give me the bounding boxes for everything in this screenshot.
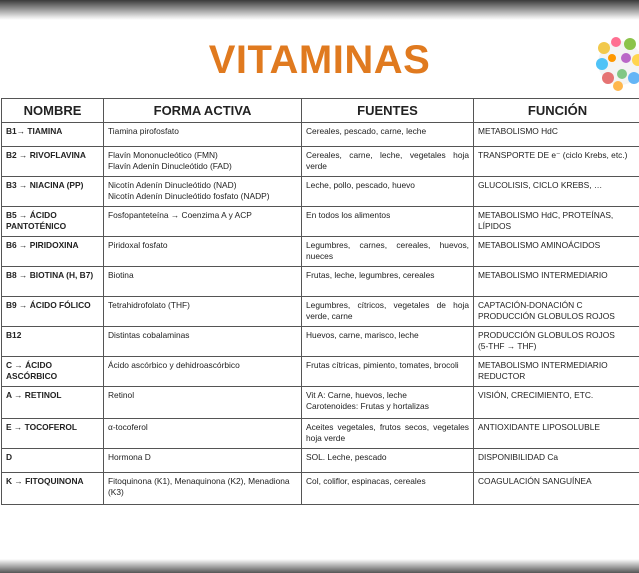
cell-nombre: D xyxy=(2,449,104,473)
cell-funcion xyxy=(474,449,639,473)
cell-funcion xyxy=(474,267,639,297)
cell-funcion xyxy=(474,207,639,237)
cell-nombre: B3 → NIACINA (PP) xyxy=(2,177,104,207)
cell-funcion-line: COAGULACIÓN SANGUÍNEA xyxy=(478,476,592,486)
cell-forma-activa-line: Flavín Mononucleótico (FMN) xyxy=(108,150,218,160)
cell-funcion-line: METABOLISMO INTERMEDIARIO xyxy=(478,360,608,370)
cell-nombre: K → FITOQUINONA xyxy=(2,473,104,505)
cell-forma-activa-line: Hormona D xyxy=(108,452,151,462)
cell-fuentes-line: Cereales, pescado, carne, leche xyxy=(306,126,427,136)
table-row xyxy=(2,387,639,419)
cell-funcion xyxy=(474,123,639,147)
cell-fuentes-line: Huevos, carne, marisco, leche xyxy=(306,330,419,340)
cell-nombre: B5 → ÁCIDO PANTOTÉNICO xyxy=(2,207,104,237)
cell-funcion-line: METABOLISMO HdC xyxy=(478,126,558,136)
cell-funcion xyxy=(474,473,639,505)
cell-forma-activa xyxy=(104,123,302,147)
cell-forma-activa xyxy=(104,357,302,387)
cell-fuentes xyxy=(302,327,474,357)
vitamins-table xyxy=(1,98,639,505)
cell-forma-activa-line: Retinol xyxy=(108,390,135,400)
cell-forma-activa xyxy=(104,177,302,207)
cell-funcion-line: METABOLISMO AMINOÁCIDOS xyxy=(478,240,601,250)
cell-funcion xyxy=(474,387,639,419)
cell-forma-activa xyxy=(104,327,302,357)
bottom-shadow xyxy=(0,559,639,573)
cell-fuentes xyxy=(302,207,474,237)
cell-funcion xyxy=(474,177,639,207)
cell-nombre: A → RETINOL xyxy=(2,387,104,419)
table-row xyxy=(2,449,639,473)
table-header-row xyxy=(2,99,639,123)
cell-funcion-line: (5-THF → THF) xyxy=(478,341,537,351)
cell-nombre: B2 → RIVOFLAVINA xyxy=(2,147,104,177)
cell-forma-activa xyxy=(104,147,302,177)
cell-funcion xyxy=(474,237,639,267)
cell-fuentes xyxy=(302,237,474,267)
cell-forma-activa xyxy=(104,387,302,419)
column-header-forma-activa: FORMA ACTIVA xyxy=(104,99,302,123)
table-row xyxy=(2,267,639,297)
cell-funcion xyxy=(474,327,639,357)
cell-forma-activa-line: Tetrahidrofolato (THF) xyxy=(108,300,190,310)
cell-forma-activa-line: Biotina xyxy=(108,270,134,280)
cell-fuentes-line: Frutas, leche, legumbres, cereales xyxy=(306,270,435,280)
cell-forma-activa-line: Fosfopanteteína → Coenzima A y ACP xyxy=(108,210,252,220)
column-header-nombre: NOMBRE xyxy=(2,99,104,123)
cell-forma-activa xyxy=(104,267,302,297)
cell-forma-activa-line: Fitoquinona (K1), Menaquinona (K2), Menadiona (K3) xyxy=(108,476,290,497)
cell-fuentes-line: Legumbres, carnes, cereales, huevos, nueces xyxy=(306,240,469,261)
page-title: VITAMINAS xyxy=(208,38,431,82)
cell-fuentes-line: Col, coliflor, espinacas, cereales xyxy=(306,476,426,486)
cell-forma-activa-line: Ácido ascórbico y dehidroascórbico xyxy=(108,360,240,370)
cell-forma-activa xyxy=(104,297,302,327)
table-row xyxy=(2,123,639,147)
cell-forma-activa-line: α-tocoferol xyxy=(108,422,148,432)
cell-fuentes-line: Frutas cítricas, pimiento, tomates, brocoli xyxy=(306,360,459,370)
cell-fuentes xyxy=(302,387,474,419)
cell-nombre: B6 → PIRIDOXINA xyxy=(2,237,104,267)
top-shadow xyxy=(0,0,639,20)
cell-funcion-line: METABOLISMO INTERMEDIARIO xyxy=(478,270,608,280)
cell-fuentes-line: Leche, pollo, pescado, huevo xyxy=(306,180,415,190)
cell-forma-activa-line: Piridoxal fosfato xyxy=(108,240,168,250)
table-row xyxy=(2,473,639,505)
cell-funcion-line: TRANSPORTE DE e⁻ (ciclo Krebs, etc.) xyxy=(478,150,628,160)
cell-fuentes xyxy=(302,123,474,147)
column-header-fuentes: FUENTES xyxy=(302,99,474,123)
cell-fuentes-line: Vit A: Carne, huevos, leche xyxy=(306,390,407,400)
cell-funcion xyxy=(474,357,639,387)
cell-forma-activa-line: Nicotín Adenín Dinucleótido (NAD) xyxy=(108,180,237,190)
cell-fuentes-line: SOL. Leche, pescado xyxy=(306,452,387,462)
cell-funcion xyxy=(474,297,639,327)
table-row xyxy=(2,177,639,207)
cell-funcion xyxy=(474,147,639,177)
table-row xyxy=(2,327,639,357)
cell-fuentes xyxy=(302,473,474,505)
cell-nombre: E → TOCOFEROL xyxy=(2,419,104,449)
cell-fuentes xyxy=(302,419,474,449)
cell-forma-activa xyxy=(104,237,302,267)
cell-forma-activa-line: Distintas cobalaminas xyxy=(108,330,190,340)
cell-fuentes-line: Carotenoides: Frutas y hortalizas xyxy=(306,401,429,411)
cell-nombre: B8 → BIOTINA (H, B7) xyxy=(2,267,104,297)
cell-fuentes-line: Aceites vegetales, frutos secos, vegetales hoja verde xyxy=(306,422,469,443)
cell-funcion-line: DISPONIBILIDAD Ca xyxy=(478,452,559,462)
cell-fuentes xyxy=(302,357,474,387)
cell-funcion-line: REDUCTOR xyxy=(478,371,526,381)
cell-funcion-line: ANTIOXIDANTE LIPOSOLUBLE xyxy=(478,422,600,432)
cell-funcion-line: VISIÓN, CRECIMIENTO, ETC. xyxy=(478,390,594,400)
table-row xyxy=(2,207,639,237)
cell-fuentes xyxy=(302,297,474,327)
table-row xyxy=(2,147,639,177)
cell-fuentes xyxy=(302,177,474,207)
cell-fuentes-line: En todos los alimentos xyxy=(306,210,391,220)
cell-forma-activa xyxy=(104,473,302,505)
cell-fuentes xyxy=(302,267,474,297)
cell-funcion-line: GLUCOLISIS, CICLO KREBS, … xyxy=(478,180,603,190)
cell-nombre: B1→ TIAMINA xyxy=(2,123,104,147)
cell-funcion-line: CAPTACIÓN-DONACIÓN C xyxy=(478,300,583,310)
cell-fuentes-line: Legumbres, cítricos, vegetales de hoja verde, carne xyxy=(306,300,469,321)
cell-fuentes xyxy=(302,147,474,177)
cell-forma-activa xyxy=(104,449,302,473)
cell-nombre: B12 xyxy=(2,327,104,357)
cell-forma-activa xyxy=(104,207,302,237)
column-header-funcion: FUNCIÓN xyxy=(474,99,639,123)
cell-nombre: C → ÁCIDO ASCÓRBICO xyxy=(2,357,104,387)
cell-fuentes xyxy=(302,449,474,473)
cell-forma-activa-line: Flavín Adenín Dinucleótido (FAD) xyxy=(108,161,232,171)
cell-funcion-line: METABOLISMO HdC, PROTEÍNAS, LÍPIDOS xyxy=(478,210,614,231)
cell-funcion xyxy=(474,419,639,449)
table-row xyxy=(2,357,639,387)
table-row xyxy=(2,237,639,267)
vitamin-pills-icon xyxy=(590,28,639,98)
table-row xyxy=(2,419,639,449)
cell-forma-activa-line: Nicotín Adenín Dinucleótido fosfato (NADP) xyxy=(108,191,270,201)
cell-funcion-line: PRODUCCIÓN GLOBULOS ROJOS xyxy=(478,311,615,321)
cell-nombre: B9 → ÁCIDO FÓLICO xyxy=(2,297,104,327)
cell-forma-activa xyxy=(104,419,302,449)
cell-funcion-line: PRODUCCIÓN GLOBULOS ROJOS xyxy=(478,330,615,340)
cell-forma-activa-line: Tiamina pirofosfato xyxy=(108,126,179,136)
cell-fuentes-line: Cereales, carne, leche, vegetales hoja verde xyxy=(306,150,469,171)
table-row xyxy=(2,297,639,327)
